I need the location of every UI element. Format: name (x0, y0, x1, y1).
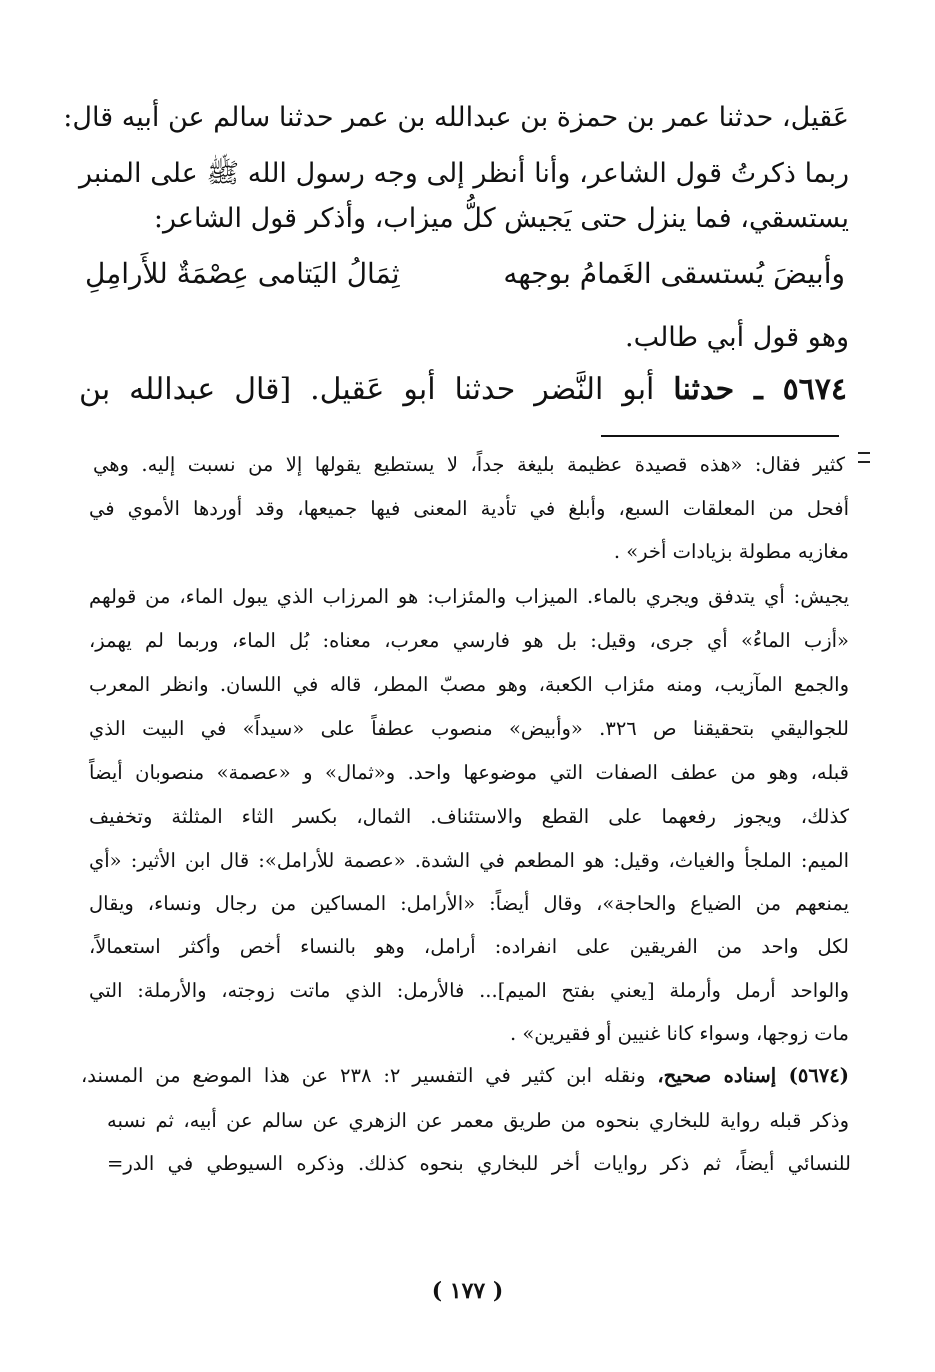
footnote-5674-first-line: ونقله ابن كثير في التفسير ٢: ٢٣٨ عن هذا الموضع من المسند، (81, 1064, 646, 1087)
main-text-line-3: يستسقي، فما ينزل حتى يَجيش كلُّ ميزاب، وأذكر قول الشاعر: (153, 203, 849, 234)
hadith-5674-heading (79, 368, 847, 412)
footnote-5674-label: (٥٦٧٤) إسناده صحيح، (657, 1064, 849, 1087)
footnote-gloss-line-11: مات زوجها، وسواء كانا غنيين أو فقيرين» . (509, 1022, 849, 1045)
hadith-opening-text: أبو النَّضر حدثنا أبو عَقيل. [قال عبدالله بن (79, 372, 655, 407)
main-text-closing-line: وهو قول أبي طالب. (624, 322, 849, 353)
hadith-number-label: ٥٦٧٤ ـ حدثنا (673, 372, 848, 407)
footnote-cont-line-3: مغازيه مطولة بزيادات أخر» . (613, 540, 849, 563)
footnote-gloss-line-3: والجمع المآزيب، ومنه مئزاب الكعبة، وهو مصبّ المطر، قاله في اللسان. وانظر المعرب (89, 673, 849, 696)
verse-second-hemistich: ثِمَالُ اليَتامى عِصْمَةٌ للأَرامِلِ (85, 257, 400, 290)
continuation-mark (858, 452, 870, 463)
main-text-line-2: ربما ذكرتُ قول الشاعر، وأنا أنظر إلى وجه رسول الله ﷺ على المنبر (79, 158, 849, 189)
footnote-gloss-line-7: الميم: الملجأ والغياث، وقيل: هو المطعم في الشدة. «عصمة للأرامل»: قال ابن الأثير: «أي (89, 849, 849, 872)
footnote-gloss-line-4: للجواليقي بتحقيقنا ص ٣٢٦. «وأبيض» منصوب عطفاً على «سيداً» في البيت الذي (89, 717, 849, 740)
footnote-gloss-line-10: والواحد أرمل وأرملة [يعني بفتح الميم]... فالأرمل: الذي ماتت زوجته، والأرملة: التي (89, 979, 849, 1002)
footnote-cont-line-1: كثير فقال: «هذه قصيدة عظيمة بليغة جداً، لا يستطيع يقولها إلا من نسبت إليه. وهي (93, 453, 845, 476)
footnote-gloss-line-8: يمنعهم من الضياع والحاجة»، وقال أيضاً: «الأرامل: المساكين من رجال ونساء، ويقال (89, 892, 849, 915)
verse-first-hemistich: وأبيضَ يُستسقى الغَمامُ بوجهه (503, 257, 845, 290)
footnote-gloss-line-5: قبله، وهو من عطف الصفات التي موضوعها واحد. و«ثمال» و «عصمة» منصوبان أيضاً (89, 761, 849, 784)
footnote-cont-line-2: أفحل من المعلقات السبع، وأبلغ في تأدية المعنى فيها جميعها، وقد أوردها الأموي في (89, 497, 849, 520)
footnote-gloss-line-9: لكل واحد من الفريقين على انفراده: أرامل، وهو بالنساء أخص وأكثر استعمالاً، (89, 935, 849, 958)
main-text-line-1: عَقيل، حدثنا عمر بن حمزة بن عبدالله بن عمر حدثنا سالم عن أبيه قال: (63, 102, 849, 133)
footnote-gloss-line-1: يجيش: أي يتدفق ويجري بالماء. الميزاب والمئزاب: هو المرزاب الذي يبول الماء، من قولهم (89, 585, 849, 608)
page-number: ( ١٧٧ ) (431, 1278, 504, 1304)
footnote-5674-line-1 (81, 1061, 849, 1091)
poetry-verse (85, 257, 845, 301)
footnote-gloss-line-2: «أزب الماءُ» أي جرى، وقيل: بل هو فارسي معرب، معناه: بُل الماء، وربما لم يهمز، (89, 629, 849, 652)
footnote-separator (601, 435, 839, 437)
footnote-5674-line-3: للنسائي أيضاً، ثم ذكر روايات أخر للبخاري بنحوه كذلك. وذكره السيوطي في الدر= (107, 1152, 851, 1175)
footnote-gloss-line-6: كذلك، ويجوز رفعهما على القطع والاستئناف. الثمال، بكسر الثاء المثلثة وتخفيف (89, 805, 849, 828)
footnote-5674-line-2: وذكر قبله رواية للبخاري بنحوه من طريق معمر عن الزهري عن سالم عن أبيه، ثم نسبه (107, 1109, 849, 1132)
